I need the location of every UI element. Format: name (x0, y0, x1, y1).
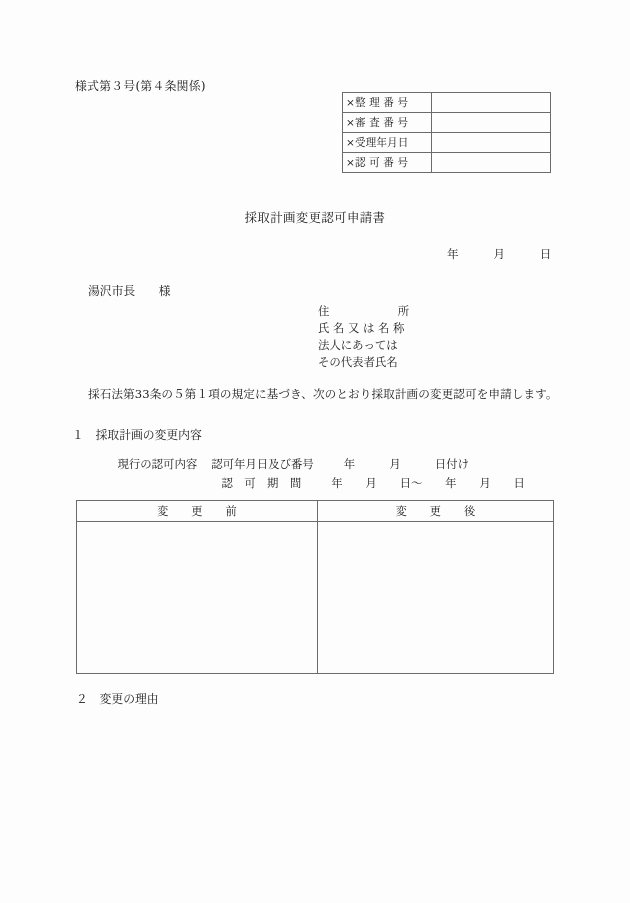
office-row-label-0: ×整 理 番 号 (343, 93, 432, 113)
table-row (77, 522, 554, 674)
cell-before-value[interactable] (77, 522, 318, 674)
office-row-value-0[interactable] (432, 93, 551, 113)
change-comparison-table (76, 500, 554, 674)
table-row (343, 133, 551, 153)
current-approval-label: 現行の認可内容 (117, 457, 198, 472)
cell-after-value[interactable] (318, 522, 554, 674)
addressee: 湯沢市長 様 (88, 284, 171, 298)
table-row (343, 93, 551, 113)
table-row (343, 113, 551, 133)
column-header-before: 変 更 前 (77, 501, 318, 522)
applicant-name-label: 氏 名 又 は 名 称 (318, 321, 405, 335)
form-number: 様式第３号(第４条関係) (75, 79, 206, 93)
approval-period-label: 認 可 期 間 (221, 476, 302, 491)
applicant-corporation-label: 法人にあっては (318, 338, 398, 352)
office-row-label-3: ×認 可 番 号 (343, 153, 432, 173)
table-header-row (77, 501, 554, 522)
section1-heading: １ 採取計画の変更内容 (72, 428, 202, 442)
approval-number-label: 認可年月日及び番号 (211, 457, 314, 472)
table-row (343, 153, 551, 173)
body-statement: 採石法第33条の５第１項の規定に基づき、次のとおり採取計画の変更認可を申請します。 (88, 387, 558, 401)
applicant-block (318, 303, 409, 371)
section2-heading: ２ 変更の理由 (76, 692, 159, 706)
applicant-address-label: 住 所 (318, 304, 410, 318)
column-header-after: 変 更 後 (318, 501, 554, 522)
current-approval-row2 (103, 467, 525, 501)
office-row-value-2[interactable] (432, 133, 551, 153)
document-title: 採取計画変更認可申請書 (244, 210, 386, 225)
approval-number-value[interactable]: 年 月 日付け (343, 457, 470, 472)
office-row-label-1: ×審 査 番 号 (343, 113, 432, 133)
office-use-table (342, 92, 551, 173)
applicant-representative-label: その代表者氏名 (318, 355, 398, 369)
approval-period-value[interactable]: 年 月 日〜 年 月 日 (331, 476, 525, 491)
office-row-label-2: ×受理年月日 (343, 133, 432, 153)
office-row-value-3[interactable] (432, 153, 551, 173)
date-line: 年 月 日 (447, 247, 552, 261)
office-row-value-1[interactable] (432, 113, 551, 133)
